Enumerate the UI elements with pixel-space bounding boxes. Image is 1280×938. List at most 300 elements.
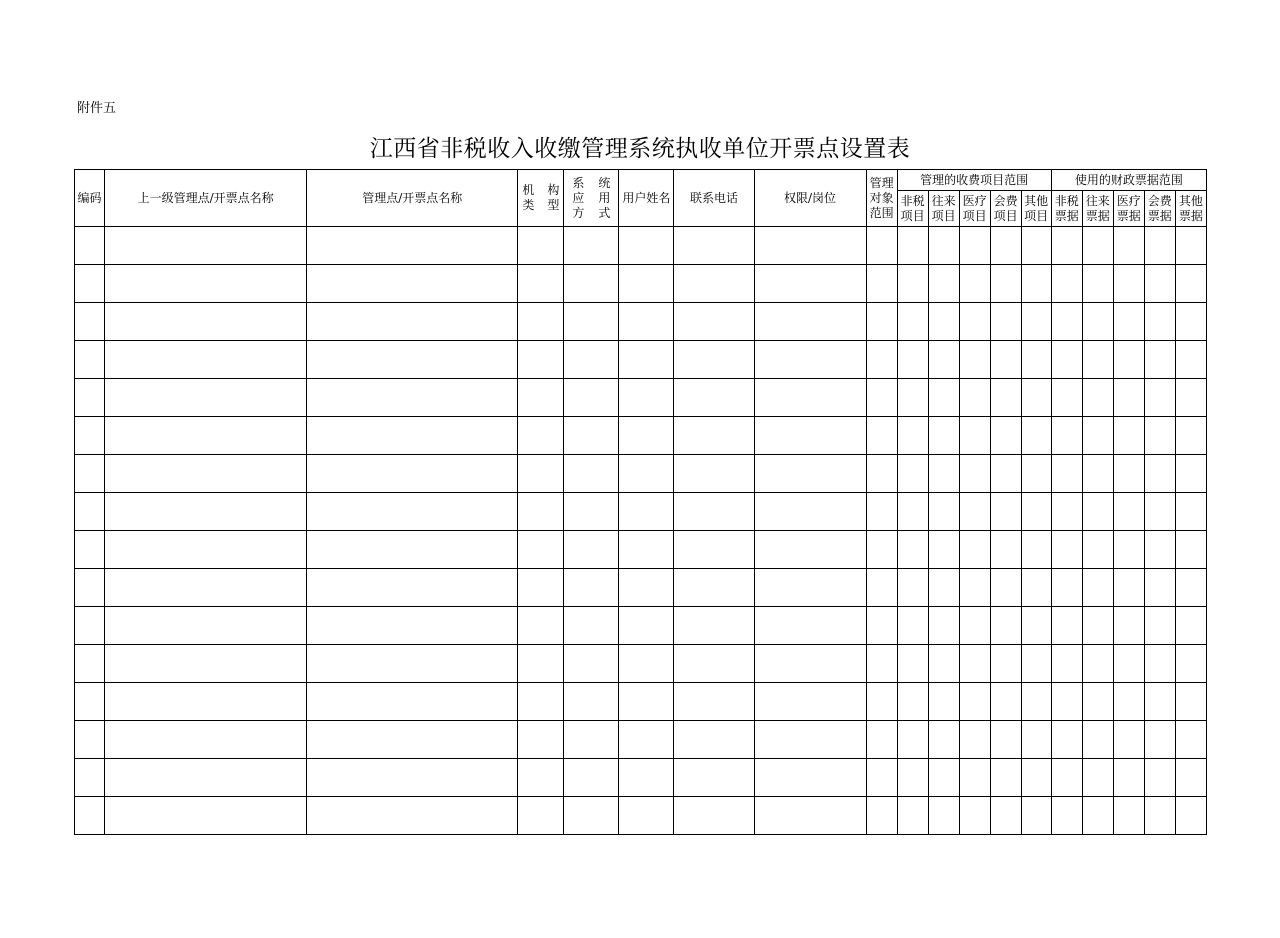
table-cell[interactable] bbox=[105, 797, 307, 835]
table-cell[interactable] bbox=[105, 721, 307, 759]
table-cell[interactable] bbox=[990, 341, 1021, 379]
table-cell[interactable] bbox=[754, 721, 866, 759]
table-cell[interactable] bbox=[674, 379, 754, 417]
table-cell[interactable] bbox=[1082, 797, 1113, 835]
table-cell[interactable] bbox=[564, 721, 619, 759]
table-cell[interactable] bbox=[897, 569, 928, 607]
table-cell[interactable] bbox=[990, 531, 1021, 569]
table-cell[interactable] bbox=[564, 531, 619, 569]
table-cell[interactable] bbox=[518, 569, 564, 607]
table-cell[interactable] bbox=[307, 569, 518, 607]
table-cell[interactable] bbox=[674, 265, 754, 303]
table-cell[interactable] bbox=[866, 531, 897, 569]
table-cell[interactable] bbox=[866, 265, 897, 303]
table-cell[interactable] bbox=[1175, 227, 1206, 265]
table-cell[interactable] bbox=[75, 683, 105, 721]
table-cell[interactable] bbox=[1113, 227, 1144, 265]
table-cell[interactable] bbox=[754, 569, 866, 607]
table-cell[interactable] bbox=[674, 227, 754, 265]
table-cell[interactable] bbox=[1144, 797, 1175, 835]
table-cell[interactable] bbox=[928, 569, 959, 607]
table-cell[interactable] bbox=[959, 645, 990, 683]
table-cell[interactable] bbox=[75, 759, 105, 797]
table-cell[interactable] bbox=[928, 721, 959, 759]
table-cell[interactable] bbox=[564, 759, 619, 797]
table-cell[interactable] bbox=[75, 455, 105, 493]
table-cell[interactable] bbox=[105, 455, 307, 493]
table-cell[interactable] bbox=[866, 227, 897, 265]
table-cell[interactable] bbox=[990, 493, 1021, 531]
table-cell[interactable] bbox=[105, 227, 307, 265]
table-cell[interactable] bbox=[75, 721, 105, 759]
table-cell[interactable] bbox=[1175, 569, 1206, 607]
table-cell[interactable] bbox=[619, 265, 674, 303]
table-cell[interactable] bbox=[674, 607, 754, 645]
table-cell[interactable] bbox=[307, 227, 518, 265]
table-cell[interactable] bbox=[928, 455, 959, 493]
table-cell[interactable] bbox=[897, 531, 928, 569]
table-cell[interactable] bbox=[990, 265, 1021, 303]
table-cell[interactable] bbox=[1082, 417, 1113, 455]
table-cell[interactable] bbox=[1051, 455, 1082, 493]
table-cell[interactable] bbox=[619, 379, 674, 417]
table-cell[interactable] bbox=[105, 379, 307, 417]
table-cell[interactable] bbox=[518, 721, 564, 759]
table-cell[interactable] bbox=[1144, 455, 1175, 493]
table-cell[interactable] bbox=[754, 797, 866, 835]
table-cell[interactable] bbox=[1021, 569, 1051, 607]
table-cell[interactable] bbox=[1021, 797, 1051, 835]
table-cell[interactable] bbox=[518, 531, 564, 569]
table-cell[interactable] bbox=[564, 303, 619, 341]
table-cell[interactable] bbox=[75, 417, 105, 455]
table-cell[interactable] bbox=[75, 607, 105, 645]
table-cell[interactable] bbox=[619, 303, 674, 341]
table-cell[interactable] bbox=[897, 607, 928, 645]
table-cell[interactable] bbox=[1113, 607, 1144, 645]
table-cell[interactable] bbox=[1082, 645, 1113, 683]
table-cell[interactable] bbox=[75, 341, 105, 379]
table-cell[interactable] bbox=[754, 341, 866, 379]
table-cell[interactable] bbox=[990, 455, 1021, 493]
table-cell[interactable] bbox=[105, 683, 307, 721]
table-cell[interactable] bbox=[1113, 569, 1144, 607]
table-cell[interactable] bbox=[105, 569, 307, 607]
table-cell[interactable] bbox=[1113, 417, 1144, 455]
table-cell[interactable] bbox=[928, 303, 959, 341]
table-cell[interactable] bbox=[928, 759, 959, 797]
table-cell[interactable] bbox=[75, 265, 105, 303]
table-cell[interactable] bbox=[1175, 341, 1206, 379]
table-cell[interactable] bbox=[1021, 759, 1051, 797]
table-cell[interactable] bbox=[518, 759, 564, 797]
table-cell[interactable] bbox=[1082, 683, 1113, 721]
table-cell[interactable] bbox=[564, 645, 619, 683]
table-cell[interactable] bbox=[866, 759, 897, 797]
table-cell[interactable] bbox=[1113, 341, 1144, 379]
table-cell[interactable] bbox=[674, 683, 754, 721]
table-cell[interactable] bbox=[75, 569, 105, 607]
table-cell[interactable] bbox=[75, 493, 105, 531]
table-cell[interactable] bbox=[307, 607, 518, 645]
table-cell[interactable] bbox=[866, 607, 897, 645]
table-cell[interactable] bbox=[1144, 569, 1175, 607]
table-cell[interactable] bbox=[619, 227, 674, 265]
table-cell[interactable] bbox=[619, 417, 674, 455]
table-cell[interactable] bbox=[619, 455, 674, 493]
table-cell[interactable] bbox=[1113, 683, 1144, 721]
table-cell[interactable] bbox=[1082, 607, 1113, 645]
table-cell[interactable] bbox=[1144, 759, 1175, 797]
table-cell[interactable] bbox=[866, 493, 897, 531]
table-cell[interactable] bbox=[674, 531, 754, 569]
table-cell[interactable] bbox=[564, 683, 619, 721]
table-cell[interactable] bbox=[928, 607, 959, 645]
table-cell[interactable] bbox=[959, 797, 990, 835]
table-cell[interactable] bbox=[928, 417, 959, 455]
table-cell[interactable] bbox=[1144, 645, 1175, 683]
table-cell[interactable] bbox=[1021, 645, 1051, 683]
table-cell[interactable] bbox=[959, 417, 990, 455]
table-cell[interactable] bbox=[1021, 303, 1051, 341]
table-cell[interactable] bbox=[990, 645, 1021, 683]
table-cell[interactable] bbox=[990, 379, 1021, 417]
table-cell[interactable] bbox=[990, 797, 1021, 835]
table-cell[interactable] bbox=[1113, 493, 1144, 531]
table-cell[interactable] bbox=[1175, 759, 1206, 797]
table-cell[interactable] bbox=[564, 379, 619, 417]
table-cell[interactable] bbox=[866, 797, 897, 835]
table-cell[interactable] bbox=[564, 607, 619, 645]
table-cell[interactable] bbox=[959, 341, 990, 379]
table-cell[interactable] bbox=[1051, 493, 1082, 531]
table-cell[interactable] bbox=[1175, 607, 1206, 645]
table-cell[interactable] bbox=[564, 265, 619, 303]
table-cell[interactable] bbox=[307, 341, 518, 379]
table-cell[interactable] bbox=[990, 303, 1021, 341]
table-cell[interactable] bbox=[518, 493, 564, 531]
table-cell[interactable] bbox=[1051, 797, 1082, 835]
table-cell[interactable] bbox=[1175, 303, 1206, 341]
table-cell[interactable] bbox=[518, 341, 564, 379]
table-cell[interactable] bbox=[1051, 759, 1082, 797]
table-cell[interactable] bbox=[518, 417, 564, 455]
table-cell[interactable] bbox=[1082, 379, 1113, 417]
table-cell[interactable] bbox=[619, 645, 674, 683]
table-cell[interactable] bbox=[928, 493, 959, 531]
table-cell[interactable] bbox=[564, 455, 619, 493]
table-cell[interactable] bbox=[619, 569, 674, 607]
table-cell[interactable] bbox=[674, 417, 754, 455]
table-cell[interactable] bbox=[1144, 721, 1175, 759]
table-cell[interactable] bbox=[564, 569, 619, 607]
table-cell[interactable] bbox=[105, 531, 307, 569]
table-cell[interactable] bbox=[990, 683, 1021, 721]
table-cell[interactable] bbox=[1021, 417, 1051, 455]
table-cell[interactable] bbox=[1175, 531, 1206, 569]
table-cell[interactable] bbox=[105, 645, 307, 683]
table-cell[interactable] bbox=[959, 227, 990, 265]
table-cell[interactable] bbox=[1175, 455, 1206, 493]
table-cell[interactable] bbox=[674, 759, 754, 797]
table-cell[interactable] bbox=[897, 455, 928, 493]
table-cell[interactable] bbox=[307, 797, 518, 835]
table-cell[interactable] bbox=[1021, 493, 1051, 531]
table-cell[interactable] bbox=[1051, 417, 1082, 455]
table-cell[interactable] bbox=[1082, 531, 1113, 569]
table-cell[interactable] bbox=[1051, 265, 1082, 303]
table-cell[interactable] bbox=[1113, 379, 1144, 417]
table-cell[interactable] bbox=[105, 303, 307, 341]
table-cell[interactable] bbox=[1113, 455, 1144, 493]
table-cell[interactable] bbox=[564, 797, 619, 835]
table-cell[interactable] bbox=[866, 721, 897, 759]
table-cell[interactable] bbox=[105, 265, 307, 303]
table-cell[interactable] bbox=[75, 645, 105, 683]
table-cell[interactable] bbox=[674, 303, 754, 341]
table-cell[interactable] bbox=[564, 341, 619, 379]
table-cell[interactable] bbox=[1175, 645, 1206, 683]
table-cell[interactable] bbox=[75, 379, 105, 417]
table-cell[interactable] bbox=[674, 645, 754, 683]
table-cell[interactable] bbox=[105, 417, 307, 455]
table-cell[interactable] bbox=[928, 645, 959, 683]
table-cell[interactable] bbox=[518, 265, 564, 303]
table-cell[interactable] bbox=[307, 265, 518, 303]
table-cell[interactable] bbox=[307, 303, 518, 341]
table-cell[interactable] bbox=[1082, 227, 1113, 265]
table-cell[interactable] bbox=[307, 721, 518, 759]
table-cell[interactable] bbox=[959, 531, 990, 569]
table-cell[interactable] bbox=[1051, 531, 1082, 569]
table-cell[interactable] bbox=[105, 341, 307, 379]
table-cell[interactable] bbox=[897, 759, 928, 797]
table-cell[interactable] bbox=[1082, 341, 1113, 379]
table-cell[interactable] bbox=[518, 379, 564, 417]
table-cell[interactable] bbox=[990, 759, 1021, 797]
table-cell[interactable] bbox=[1113, 645, 1144, 683]
table-cell[interactable] bbox=[897, 265, 928, 303]
table-cell[interactable] bbox=[674, 569, 754, 607]
table-cell[interactable] bbox=[959, 303, 990, 341]
table-cell[interactable] bbox=[928, 379, 959, 417]
table-cell[interactable] bbox=[1082, 569, 1113, 607]
table-cell[interactable] bbox=[1051, 227, 1082, 265]
table-cell[interactable] bbox=[105, 759, 307, 797]
table-cell[interactable] bbox=[1144, 683, 1175, 721]
table-cell[interactable] bbox=[1175, 379, 1206, 417]
table-cell[interactable] bbox=[990, 227, 1021, 265]
table-cell[interactable] bbox=[959, 759, 990, 797]
table-cell[interactable] bbox=[1113, 265, 1144, 303]
table-cell[interactable] bbox=[1113, 531, 1144, 569]
table-cell[interactable] bbox=[1051, 607, 1082, 645]
table-cell[interactable] bbox=[307, 379, 518, 417]
table-cell[interactable] bbox=[518, 227, 564, 265]
table-cell[interactable] bbox=[928, 341, 959, 379]
table-cell[interactable] bbox=[1175, 265, 1206, 303]
table-cell[interactable] bbox=[564, 493, 619, 531]
table-cell[interactable] bbox=[1021, 379, 1051, 417]
table-cell[interactable] bbox=[1175, 417, 1206, 455]
table-cell[interactable] bbox=[1175, 797, 1206, 835]
table-cell[interactable] bbox=[866, 303, 897, 341]
table-cell[interactable] bbox=[1051, 379, 1082, 417]
table-cell[interactable] bbox=[754, 531, 866, 569]
table-cell[interactable] bbox=[866, 645, 897, 683]
table-cell[interactable] bbox=[1144, 531, 1175, 569]
table-cell[interactable] bbox=[518, 455, 564, 493]
table-cell[interactable] bbox=[897, 797, 928, 835]
table-cell[interactable] bbox=[619, 683, 674, 721]
table-cell[interactable] bbox=[897, 379, 928, 417]
table-cell[interactable] bbox=[307, 455, 518, 493]
table-cell[interactable] bbox=[928, 797, 959, 835]
table-cell[interactable] bbox=[674, 797, 754, 835]
table-cell[interactable] bbox=[897, 341, 928, 379]
table-cell[interactable] bbox=[518, 607, 564, 645]
table-cell[interactable] bbox=[1082, 493, 1113, 531]
table-cell[interactable] bbox=[754, 455, 866, 493]
table-cell[interactable] bbox=[897, 683, 928, 721]
table-cell[interactable] bbox=[75, 531, 105, 569]
table-cell[interactable] bbox=[619, 493, 674, 531]
table-cell[interactable] bbox=[1021, 455, 1051, 493]
table-cell[interactable] bbox=[1175, 683, 1206, 721]
table-cell[interactable] bbox=[1021, 607, 1051, 645]
table-cell[interactable] bbox=[307, 645, 518, 683]
table-cell[interactable] bbox=[1051, 683, 1082, 721]
table-cell[interactable] bbox=[1144, 341, 1175, 379]
table-cell[interactable] bbox=[1113, 797, 1144, 835]
table-cell[interactable] bbox=[105, 607, 307, 645]
table-cell[interactable] bbox=[928, 683, 959, 721]
table-cell[interactable] bbox=[1113, 303, 1144, 341]
table-cell[interactable] bbox=[897, 303, 928, 341]
table-cell[interactable] bbox=[1021, 341, 1051, 379]
table-cell[interactable] bbox=[518, 303, 564, 341]
table-cell[interactable] bbox=[866, 569, 897, 607]
table-cell[interactable] bbox=[897, 645, 928, 683]
table-cell[interactable] bbox=[754, 227, 866, 265]
table-cell[interactable] bbox=[866, 683, 897, 721]
table-cell[interactable] bbox=[307, 417, 518, 455]
table-cell[interactable] bbox=[1175, 721, 1206, 759]
table-cell[interactable] bbox=[1082, 455, 1113, 493]
table-cell[interactable] bbox=[674, 493, 754, 531]
table-cell[interactable] bbox=[1051, 341, 1082, 379]
table-cell[interactable] bbox=[866, 379, 897, 417]
table-cell[interactable] bbox=[307, 493, 518, 531]
table-cell[interactable] bbox=[866, 417, 897, 455]
table-cell[interactable] bbox=[897, 227, 928, 265]
table-cell[interactable] bbox=[754, 303, 866, 341]
table-cell[interactable] bbox=[1113, 759, 1144, 797]
table-cell[interactable] bbox=[754, 759, 866, 797]
table-cell[interactable] bbox=[1144, 227, 1175, 265]
table-cell[interactable] bbox=[866, 341, 897, 379]
table-cell[interactable] bbox=[1082, 721, 1113, 759]
table-cell[interactable] bbox=[754, 607, 866, 645]
table-cell[interactable] bbox=[75, 227, 105, 265]
table-cell[interactable] bbox=[754, 265, 866, 303]
table-cell[interactable] bbox=[307, 683, 518, 721]
table-cell[interactable] bbox=[75, 303, 105, 341]
table-cell[interactable] bbox=[1144, 493, 1175, 531]
table-cell[interactable] bbox=[518, 683, 564, 721]
table-cell[interactable] bbox=[959, 265, 990, 303]
table-cell[interactable] bbox=[619, 531, 674, 569]
table-cell[interactable] bbox=[1144, 265, 1175, 303]
table-cell[interactable] bbox=[1144, 607, 1175, 645]
table-cell[interactable] bbox=[1082, 303, 1113, 341]
table-cell[interactable] bbox=[928, 227, 959, 265]
table-cell[interactable] bbox=[1051, 303, 1082, 341]
table-cell[interactable] bbox=[1082, 759, 1113, 797]
table-cell[interactable] bbox=[959, 569, 990, 607]
table-cell[interactable] bbox=[959, 607, 990, 645]
table-cell[interactable] bbox=[897, 721, 928, 759]
table-cell[interactable] bbox=[1021, 265, 1051, 303]
table-cell[interactable] bbox=[1051, 569, 1082, 607]
table-cell[interactable] bbox=[754, 645, 866, 683]
table-cell[interactable] bbox=[866, 455, 897, 493]
table-cell[interactable] bbox=[1144, 417, 1175, 455]
table-cell[interactable] bbox=[1051, 721, 1082, 759]
table-cell[interactable] bbox=[75, 797, 105, 835]
table-cell[interactable] bbox=[1113, 721, 1144, 759]
table-cell[interactable] bbox=[754, 379, 866, 417]
table-cell[interactable] bbox=[1021, 531, 1051, 569]
table-cell[interactable] bbox=[518, 645, 564, 683]
table-cell[interactable] bbox=[959, 455, 990, 493]
table-cell[interactable] bbox=[105, 493, 307, 531]
table-cell[interactable] bbox=[1082, 265, 1113, 303]
table-cell[interactable] bbox=[619, 341, 674, 379]
table-cell[interactable] bbox=[674, 455, 754, 493]
table-cell[interactable] bbox=[1021, 721, 1051, 759]
table-cell[interactable] bbox=[1175, 493, 1206, 531]
table-cell[interactable] bbox=[928, 531, 959, 569]
table-cell[interactable] bbox=[619, 721, 674, 759]
table-cell[interactable] bbox=[928, 265, 959, 303]
table-cell[interactable] bbox=[897, 417, 928, 455]
table-cell[interactable] bbox=[1021, 683, 1051, 721]
table-cell[interactable] bbox=[619, 797, 674, 835]
table-cell[interactable] bbox=[518, 797, 564, 835]
table-cell[interactable] bbox=[307, 531, 518, 569]
table-cell[interactable] bbox=[564, 227, 619, 265]
table-cell[interactable] bbox=[754, 683, 866, 721]
table-cell[interactable] bbox=[959, 721, 990, 759]
table-cell[interactable] bbox=[619, 607, 674, 645]
table-cell[interactable] bbox=[897, 493, 928, 531]
table-cell[interactable] bbox=[674, 341, 754, 379]
table-cell[interactable] bbox=[754, 417, 866, 455]
table-cell[interactable] bbox=[990, 569, 1021, 607]
table-cell[interactable] bbox=[1021, 227, 1051, 265]
table-cell[interactable] bbox=[1144, 303, 1175, 341]
table-cell[interactable] bbox=[1051, 645, 1082, 683]
table-cell[interactable] bbox=[959, 683, 990, 721]
table-cell[interactable] bbox=[754, 493, 866, 531]
table-cell[interactable] bbox=[674, 721, 754, 759]
table-cell[interactable] bbox=[990, 417, 1021, 455]
table-cell[interactable] bbox=[959, 379, 990, 417]
table-cell[interactable] bbox=[990, 721, 1021, 759]
table-cell[interactable] bbox=[959, 493, 990, 531]
table-cell[interactable] bbox=[564, 417, 619, 455]
